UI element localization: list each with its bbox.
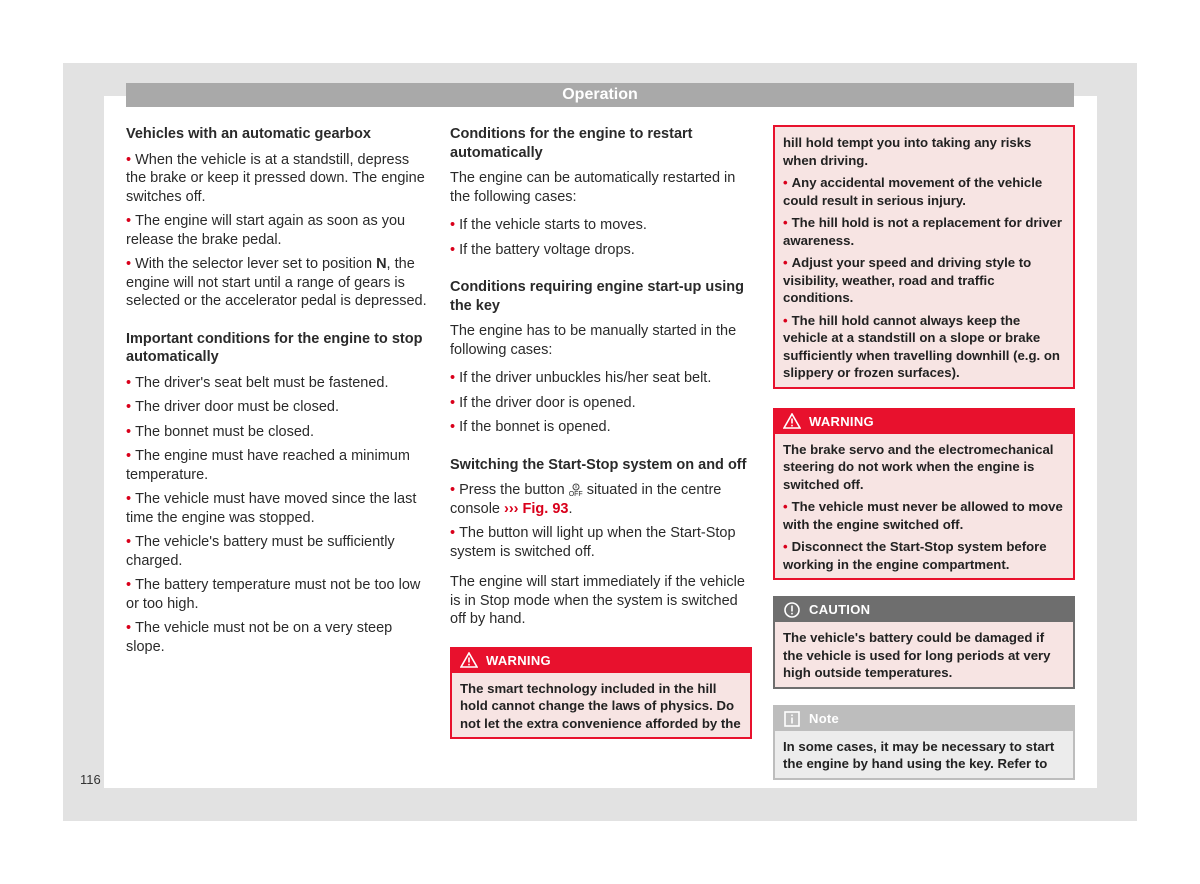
warning-box xyxy=(450,647,752,740)
bullet-dot: • xyxy=(450,370,456,386)
list-item: • The vehicle must never be allowed to move with the engine switched off. xyxy=(783,499,1063,532)
bullet-dot: • xyxy=(126,423,132,440)
list-item: • Disconnect the Start-Stop system before working in the engine compartment. xyxy=(783,539,1047,572)
list-item: • The hill hold is not a replacement for driver awareness. xyxy=(783,215,1063,248)
list-item: • Press the button A OFF situated in the centre console ››› Fig. 93. xyxy=(450,482,722,517)
list-item: • If the driver door is opened. xyxy=(450,394,636,411)
caution-circle-icon xyxy=(783,601,801,619)
stop-conditions-list xyxy=(126,374,428,657)
cross-ref-arrow-icon: ››› xyxy=(504,500,519,517)
list-item: • The hill hold cannot always keep the vehicle at a standstill on a slope or brake sufficiently when travelling downhill (e.g. on slippery or frozen surfaces). xyxy=(783,312,1060,380)
list-item: • If the bonnet is opened. xyxy=(450,419,611,435)
bullet-dot: • xyxy=(450,217,456,233)
column-3 xyxy=(773,125,1075,780)
start-stop-off-icon: A OFF xyxy=(568,484,583,498)
warning-body-continued: hill hold tempt you into taking any risks when driving. • Any accidental movement of the vehicle could result in serious injury. • The hill hold is not a replacement for driver awareness. • Adjust your speed and driving style to visibility, weather, road and traffic conditions. • The hill hold cannot always keep the vehicle at a standstill on a slope or brake sufficiently when travelling downhill (e.g. on slippery or frozen surfaces). xyxy=(775,127,1073,387)
bullet-dot: • xyxy=(450,394,456,411)
paragraph: The engine will start immediately if the vehicle is in Stop mode when the system is switched off by hand. xyxy=(450,574,745,627)
bullet-dot: • xyxy=(126,374,132,391)
svg-text:A: A xyxy=(574,484,578,490)
caution-body: The vehicle's battery could be damaged if the vehicle is used for long periods at very high outside temperatures. xyxy=(775,622,1073,687)
list-item: • If the battery voltage drops. xyxy=(450,241,635,258)
note-body: In some cases, it may be necessary to start the engine by hand using the key. Refer to xyxy=(775,731,1073,778)
heading-stop-conditions: Important conditions for the engine to stop automatically xyxy=(126,330,423,365)
warning-box xyxy=(773,408,1075,581)
heading-start-stop-switch: Switching the Start-Stop system on and off xyxy=(450,456,747,473)
list-item: • The driver door must be closed. xyxy=(126,399,339,415)
paragraph: The engine has to be manually started in the following cases: xyxy=(450,323,737,358)
bullet-dot: • xyxy=(126,256,132,272)
bullet-dot: • xyxy=(126,213,132,229)
column-1 xyxy=(126,125,428,662)
column-2 xyxy=(450,125,752,739)
list-item: • With the selector lever set to position N, the engine will not start until a range of gears is selected or the accelerator pedal is depressed. xyxy=(126,256,427,309)
list-item: • The engine must have reached a minimum temperature. xyxy=(126,448,410,483)
heading-key-start: Conditions requiring engine start-up using the key xyxy=(450,279,745,314)
warning-body: The smart technology included in the hill hold cannot change the laws of physics. Do not let the extra convenience afforded by the xyxy=(452,673,750,738)
list-item: • The vehicle's battery must be sufficiently charged. xyxy=(126,534,395,569)
paragraph: The engine can be automatically restarted in the following cases: xyxy=(450,170,736,205)
caution-header: CAUTION xyxy=(775,598,1073,622)
bullet-dot: • xyxy=(450,419,456,435)
list-item: • The vehicle must not be on a very steep slope. xyxy=(126,620,393,655)
list-item: • If the driver unbuckles his/her seat belt. xyxy=(450,370,712,386)
bullet-dot: • xyxy=(783,255,788,270)
list-item: • The battery temperature must not be too low or too high. xyxy=(126,577,421,612)
bullet-dot: • xyxy=(783,175,788,190)
warning-body: The brake servo and the electromechanical steering do not work when the engine is switched off. • The vehicle must never be allowed to move with the engine switched off. • Disconnect the Start-Stop system before working in the engine compartment. xyxy=(775,434,1073,579)
list-item: • Any accidental movement of the vehicle could result in serious injury. xyxy=(783,175,1043,208)
warning-header: WARNING xyxy=(452,649,750,673)
bullet-dot: • xyxy=(450,482,456,498)
warning-triangle-icon xyxy=(460,652,478,670)
bullet-dot: • xyxy=(450,525,456,541)
bullet-dot: • xyxy=(126,534,132,550)
warning-header: WARNING xyxy=(775,410,1073,434)
section-header: Operation xyxy=(126,83,1074,107)
page-number: 116 xyxy=(80,772,101,787)
bullet-dot: • xyxy=(783,312,788,328)
list-item: • Adjust your speed and driving style to visibility, weather, road and traffic conditions. xyxy=(783,255,1032,305)
caution-box xyxy=(773,596,1075,689)
list-item: • The vehicle must have moved since the last time the engine was stopped. xyxy=(126,491,417,526)
warning-triangle-icon xyxy=(783,413,801,431)
note-box xyxy=(773,705,1075,780)
list-item: • The button will light up when the Start-Stop system is switched off. xyxy=(450,525,736,560)
bullet-dot: • xyxy=(126,620,132,636)
bullet-dot: • xyxy=(783,215,788,230)
heading-automatic-gearbox: Vehicles with an automatic gearbox xyxy=(126,126,371,142)
bullet-dot: • xyxy=(126,448,132,464)
bullet-dot: • xyxy=(126,399,132,415)
warning-box-continued xyxy=(773,125,1075,389)
bullet-dot: • xyxy=(450,241,456,258)
info-icon xyxy=(783,710,801,728)
figure-link[interactable]: Fig. 93 xyxy=(518,500,569,517)
heading-restart-conditions: Conditions for the engine to restart automatically xyxy=(450,126,693,161)
list-item: • When the vehicle is at a standstill, depress the brake or keep it pressed down. The engine switches off. xyxy=(126,151,425,205)
bullet-dot: • xyxy=(126,491,132,507)
bullet-dot: • xyxy=(783,499,788,514)
bullet-dot: • xyxy=(126,577,132,593)
bullet-dot: • xyxy=(126,151,132,168)
note-header: Note xyxy=(775,707,1073,731)
list-item: • The bonnet must be closed. xyxy=(126,423,315,440)
list-item: • If the vehicle starts to moves. xyxy=(450,217,647,233)
bullet-dot: • xyxy=(783,539,788,554)
list-item: • The driver's seat belt must be fastened. xyxy=(126,374,389,391)
list-item: • The engine will start again as soon as you release the brake pedal. xyxy=(126,213,406,248)
